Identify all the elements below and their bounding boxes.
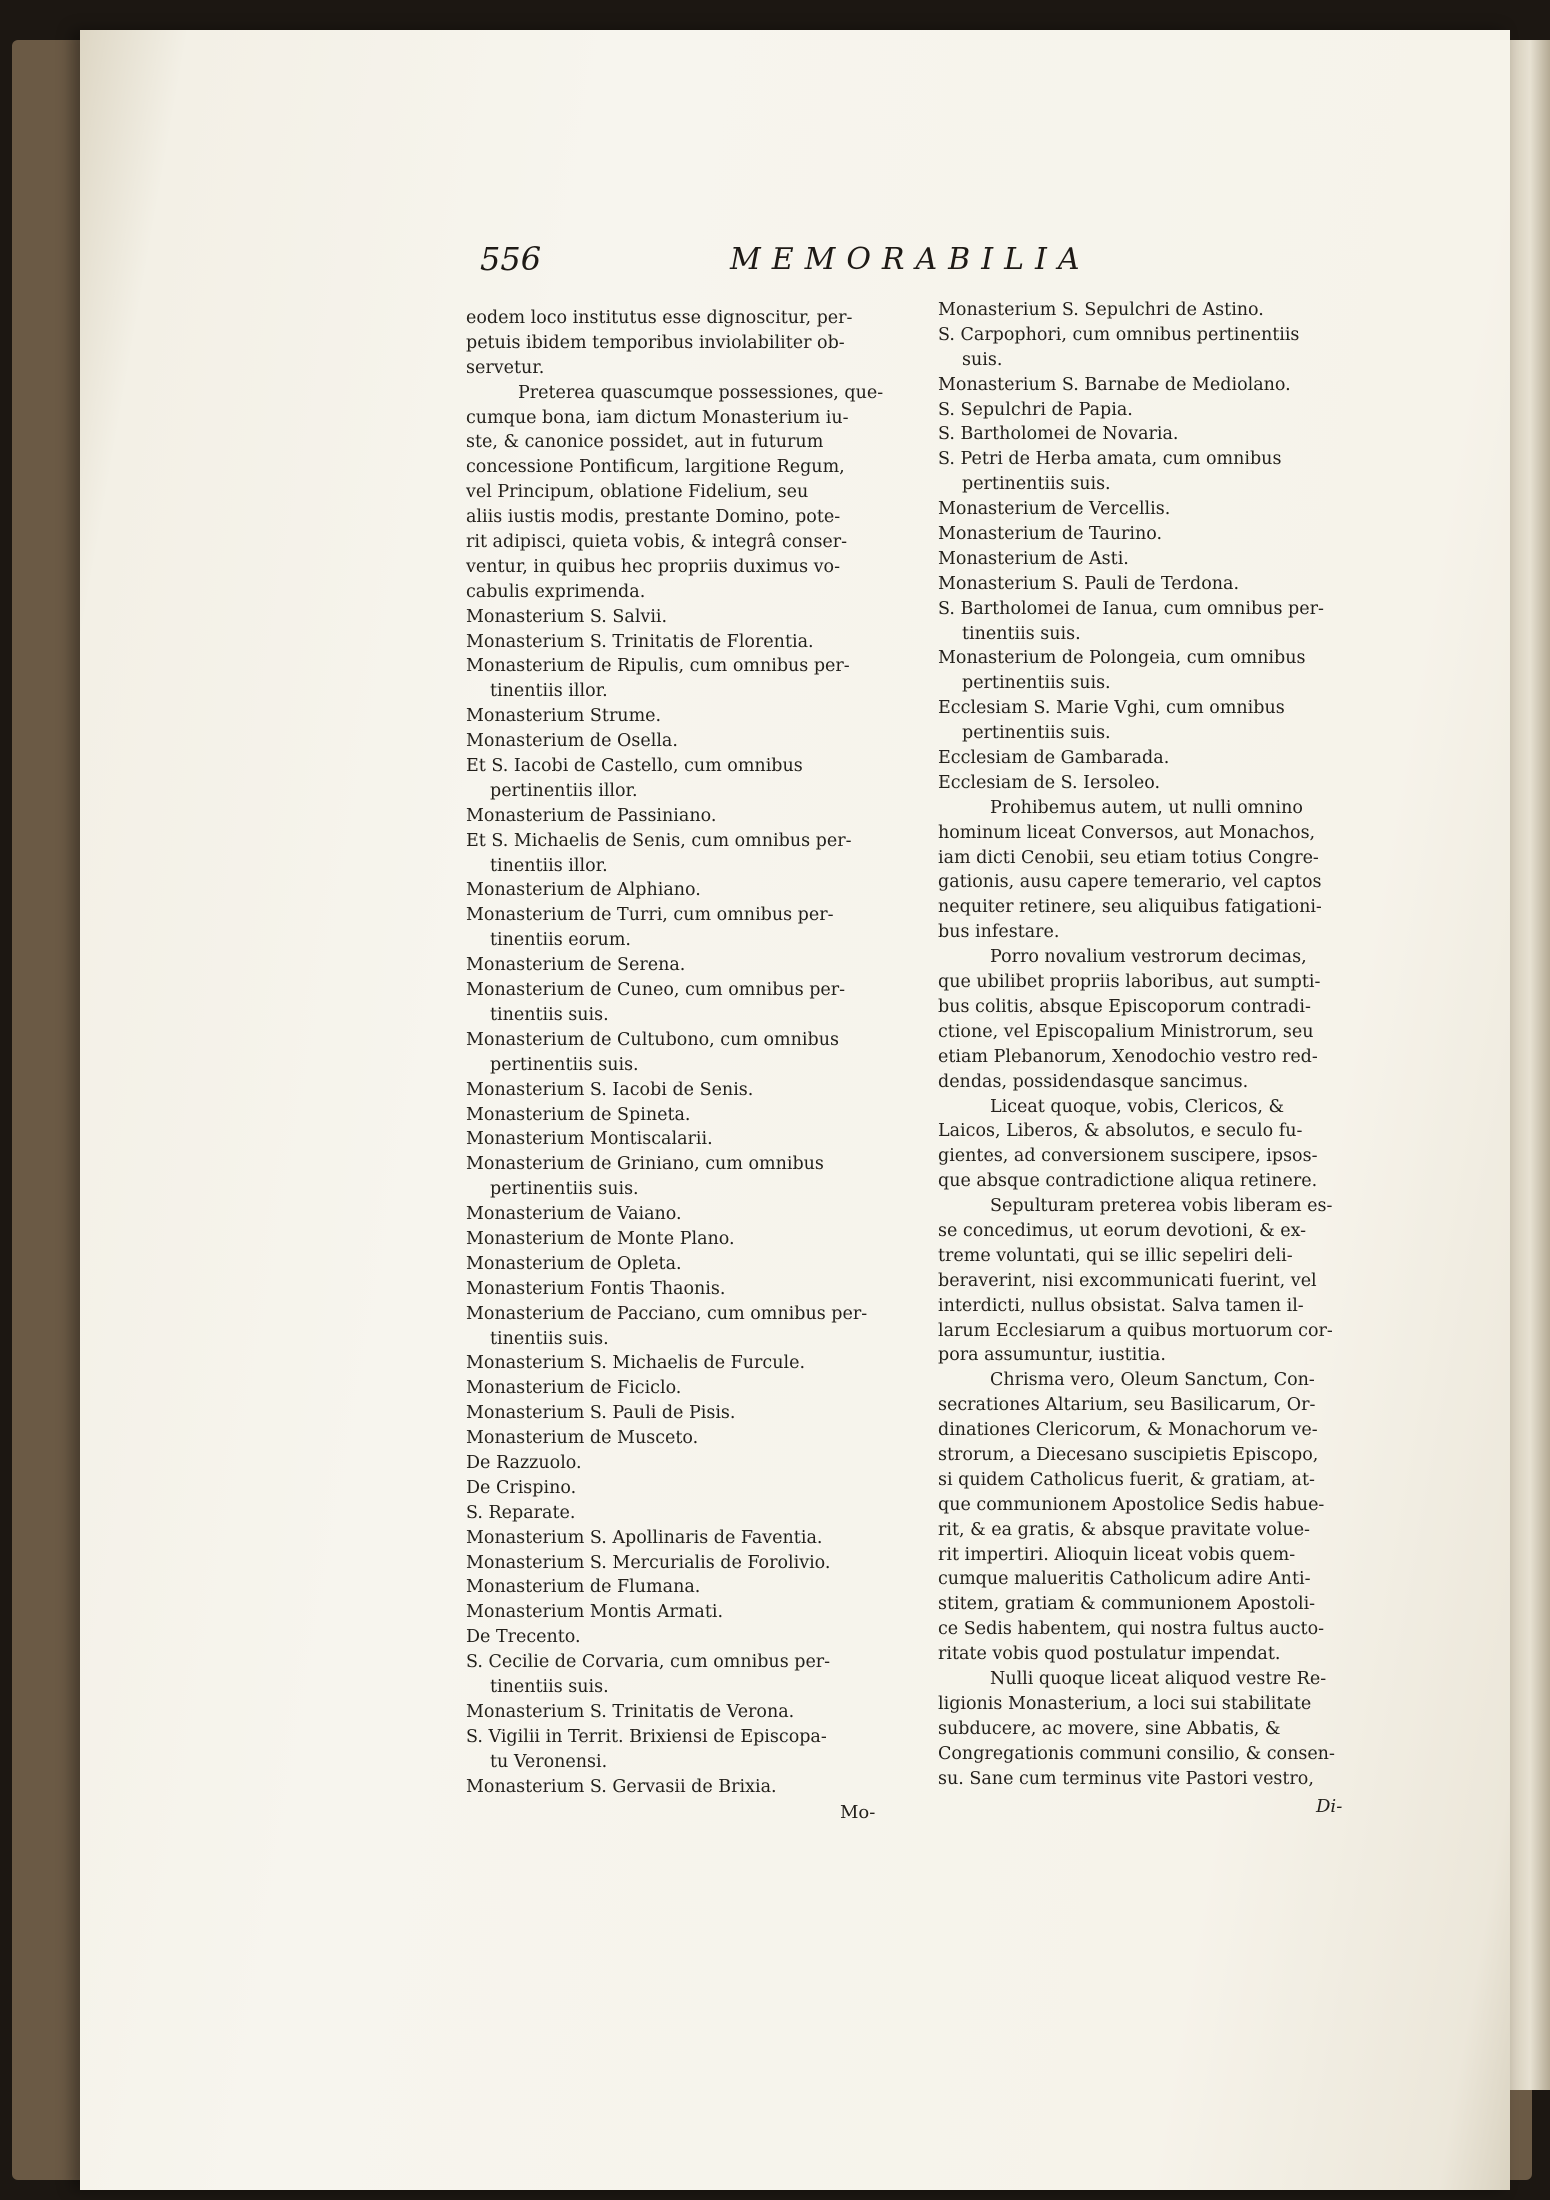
text-line: iam dicti Cenobii, seu etiam totius Congre-: [938, 847, 1319, 868]
text-line: De Razzuolo.: [466, 1452, 582, 1473]
text-line: Monasterium de Serena.: [466, 955, 686, 976]
text-line: Monasterium de Alphiano.: [466, 880, 701, 901]
text-line: concessione Pontificum, largitione Regum,: [466, 457, 845, 478]
text-line: gientes, ad conversionem suscipere, ipsos-: [938, 1146, 1318, 1167]
text-line: De Trecento.: [466, 1627, 581, 1648]
text-line: Monasterium de Vercellis.: [938, 499, 1171, 520]
text-line: Monasterium de Pacciano, cum omnibus per-: [466, 1303, 868, 1324]
text-line: Nulli quoque liceat aliquod vestre Re-: [990, 1668, 1327, 1689]
text-line: S. Cecilie de Corvaria, cum omnibus per-: [466, 1652, 831, 1673]
text-line: pertinentiis suis.: [962, 723, 1111, 744]
text-line: S. Petri de Herba amata, cum omnibus: [938, 449, 1282, 470]
text-line: bus infestare.: [938, 922, 1060, 943]
text-line: pertinentiis suis.: [490, 1179, 639, 1200]
text-line: tinentiis suis.: [490, 1328, 609, 1349]
text-line: Prohibemus autem, ut nulli omnino: [990, 797, 1303, 818]
text-line: Monasterium S. Barnabe de Mediolano.: [938, 374, 1291, 395]
text-line: ritate vobis quod postulatur impendat.: [938, 1644, 1281, 1665]
text-line: Ecclesiam S. Marie Vghi, cum omnibus: [938, 698, 1285, 719]
text-line: Monasterium S. Iacobi de Senis.: [466, 1079, 754, 1100]
text-line: S. Reparate.: [466, 1502, 576, 1523]
text-line: que absque contradictione aliqua retinere.: [938, 1171, 1318, 1192]
text-line: Monasterium de Griniano, cum omnibus: [466, 1154, 824, 1175]
text-line: pora assumuntur, iustitia.: [938, 1345, 1166, 1366]
text-line: rit, & ea gratis, & absque pravitate volue-: [938, 1519, 1310, 1540]
text-line: aliis iustis modis, prestante Domino, pote-: [466, 507, 841, 528]
text-line: gationis, ausu capere temerario, vel captos: [938, 872, 1322, 893]
text-line: Monasterium de Cuneo, cum omnibus per-: [466, 980, 846, 1001]
catchword-left: Mo-: [840, 1802, 876, 1823]
text-line: interdicti, nullus obsistat. Salva tamen il-: [938, 1295, 1304, 1316]
text-line: Monasterium de Ficiclo.: [466, 1378, 682, 1399]
text-line: Monasterium de Polongeia, cum omnibus: [938, 648, 1306, 669]
text-line: pertinentiis suis.: [962, 673, 1111, 694]
text-line: ctione, vel Episcopalium Ministrorum, seu: [938, 1021, 1314, 1042]
text-line: Monasterium de Cultubono, cum omnibus: [466, 1029, 839, 1050]
text-line: Monasterium de Opleta.: [466, 1253, 682, 1274]
text-line: Monasterium de Osella.: [466, 731, 678, 752]
text-line: S. Vigilii in Territ. Brixiensi de Episcopa-: [466, 1726, 827, 1747]
text-line: beraverint, nisi excommunicati fuerint, vel: [938, 1270, 1317, 1291]
text-line: Monasterium S. Pauli de Pisis.: [466, 1403, 736, 1424]
left-column: [466, 306, 906, 1799]
text-line: vel Principum, oblatione Fidelium, seu: [466, 482, 809, 503]
text-line: tinentiis eorum.: [490, 930, 631, 951]
text-line: petuis ibidem temporibus inviolabiliter ob-: [466, 332, 845, 353]
text-line: ventur, in quibus hec propriis duximus vo-: [466, 556, 840, 577]
text-line: Monasterium de Musceto.: [466, 1428, 699, 1449]
text-line: Monasterium S. Sepulchri de Astino.: [938, 300, 1264, 320]
text-line: Monasterium S. Trinitatis de Florentia.: [466, 631, 814, 652]
text-line: Monasterium de Turri, cum omnibus per-: [466, 905, 834, 926]
text-line: Monasterium S. Salvii.: [466, 606, 668, 627]
text-line: se concedimus, ut eorum devotioni, & ex-: [938, 1220, 1307, 1241]
text-line: cumque bona, iam dictum Monasterium iu-: [466, 407, 849, 428]
text-line: rit impertiri. Alioquin liceat vobis quem-: [938, 1544, 1296, 1565]
right-column: [938, 298, 1378, 1791]
text-line: tinentiis suis.: [490, 1676, 609, 1697]
text-line: dinationes Clericorum, & Monachorum ve-: [938, 1420, 1318, 1441]
text-line: dendas, possidendasque sancimus.: [938, 1071, 1249, 1092]
text-line: que ubilibet propriis laboribus, aut sumpti-: [938, 972, 1321, 993]
text-line: cumque malueritis Catholicum adire Anti-: [938, 1569, 1311, 1590]
text-line: Monasterium de Passiniano.: [466, 805, 717, 826]
text-line: tinentiis suis.: [962, 623, 1081, 644]
text-line: stitem, gratiam & communionem Apostoli-: [938, 1594, 1316, 1615]
text-line: strorum, a Diecesano suscipietis Episcopo,: [938, 1444, 1319, 1465]
text-line: Preterea quascumque possessiones, que-: [518, 382, 884, 403]
text-line: ce Sedis habentem, qui nostra fultus aucto-: [938, 1619, 1325, 1640]
text-line: larum Ecclesiarum a quibus mortuorum cor-: [938, 1320, 1333, 1341]
text-line: tu Veronensi.: [490, 1751, 608, 1772]
text-line: Ecclesiam de Gambarada.: [938, 748, 1170, 769]
text-line: tinentiis suis.: [490, 1004, 609, 1025]
text-line: Monasterium de Spineta.: [466, 1104, 691, 1125]
text-line: S. Bartholomei de Novaria.: [938, 424, 1179, 445]
text-line: su. Sane cum terminus vite Pastori vestro,: [938, 1768, 1314, 1789]
text-line: Et S. Iacobi de Castello, cum omnibus: [466, 756, 803, 777]
text-line: Monasterium de Flumana.: [466, 1577, 701, 1598]
text-line: Porro novalium vestrorum decimas,: [990, 947, 1307, 968]
text-line: tinentiis illor.: [490, 681, 608, 702]
text-line: Monasterium S. Gervasii de Brixia.: [466, 1776, 777, 1797]
text-line: Monasterium S. Trinitatis de Verona.: [466, 1701, 795, 1722]
page-header: [480, 240, 1140, 280]
text-line: S. Sepulchri de Papia.: [938, 399, 1133, 420]
text-line: que communionem Apostolice Sedis habue-: [938, 1494, 1325, 1515]
text-line: Monasterium de Asti.: [938, 548, 1129, 569]
text-line: Monasterium de Monte Plano.: [466, 1228, 735, 1249]
text-line: Monasterium de Taurino.: [938, 524, 1163, 545]
text-line: suis.: [962, 349, 1003, 370]
text-line: bus colitis, absque Episcoporum contradi-: [938, 996, 1311, 1017]
text-line: Monasterium S. Pauli de Terdona.: [938, 573, 1240, 594]
text-line: S. Carpophori, cum omnibus pertinentiis: [938, 324, 1300, 345]
text-line: Et S. Michaelis de Senis, cum omnibus per-: [466, 830, 852, 851]
text-line: rit adipisci, quieta vobis, & integrâ conser-: [466, 532, 848, 553]
text-line: treme voluntati, qui se illic sepeliri deli-: [938, 1245, 1293, 1266]
text-line: nequiter retinere, seu aliquibus fatigationi-: [938, 897, 1322, 918]
text-line: Monasterium S. Apollinaris de Faventia.: [466, 1527, 823, 1548]
text-line: Chrisma vero, Oleum Sanctum, Con-: [990, 1370, 1315, 1391]
text-line: Congregationis communi consilio, & consen-: [938, 1743, 1335, 1764]
text-line: pertinentiis suis.: [962, 474, 1111, 495]
text-line: hominum liceat Conversos, aut Monachos,: [938, 822, 1316, 843]
text-line: secrationes Altarium, seu Basilicarum, Or-: [938, 1395, 1316, 1416]
text-line: Monasterium S. Michaelis de Furcule.: [466, 1353, 806, 1374]
text-line: De Crispino.: [466, 1477, 577, 1498]
text-line: Sepulturam preterea vobis liberam es-: [990, 1196, 1333, 1217]
text-line: Laicos, Liberos, & absolutos, e seculo fu-: [938, 1121, 1303, 1142]
text-line: si quidem Catholicus fuerit, & gratiam, at-: [938, 1469, 1315, 1490]
text-line: eodem loco institutus esse dignoscitur, per-: [466, 308, 853, 328]
text-line: tinentiis illor.: [490, 855, 608, 876]
page-number: 556: [480, 240, 542, 278]
text-line: Liceat quoque, vobis, Clericos, &: [990, 1096, 1285, 1117]
text-line: pertinentiis suis.: [490, 1054, 639, 1075]
text-line: S. Bartholomei de Ianua, cum omnibus per-: [938, 598, 1324, 619]
text-line: Ecclesiam de S. Iersoleo.: [938, 772, 1161, 793]
text-line: etiam Plebanorum, Xenodochio vestro red-: [938, 1046, 1318, 1067]
text-line: Monasterium de Ripulis, cum omnibus per-: [466, 656, 850, 677]
text-line: servetur.: [466, 357, 545, 378]
text-line: Monasterium Strume.: [466, 706, 662, 727]
text-line: Monasterium de Vaiano.: [466, 1204, 682, 1225]
text-line: Monasterium Fontis Thaonis.: [466, 1278, 726, 1299]
text-line: Monasterium Montis Armati.: [466, 1602, 724, 1623]
text-line: Monasterium Montiscalarii.: [466, 1129, 713, 1150]
catchword-right: Di-: [1316, 1796, 1343, 1817]
running-title: MEMORABILIA: [730, 242, 1091, 277]
text-line: ste, & canonice possidet, aut in futurum: [466, 432, 824, 453]
text-line: subducere, ac movere, sine Abbatis, &: [938, 1718, 1281, 1739]
text-line: ligionis Monasterium, a loci sui stabilitate: [938, 1693, 1312, 1714]
text-line: Monasterium S. Mercurialis de Forolivio.: [466, 1552, 831, 1573]
text-line: pertinentiis illor.: [490, 780, 638, 801]
text-line: cabulis exprimenda.: [466, 581, 646, 602]
